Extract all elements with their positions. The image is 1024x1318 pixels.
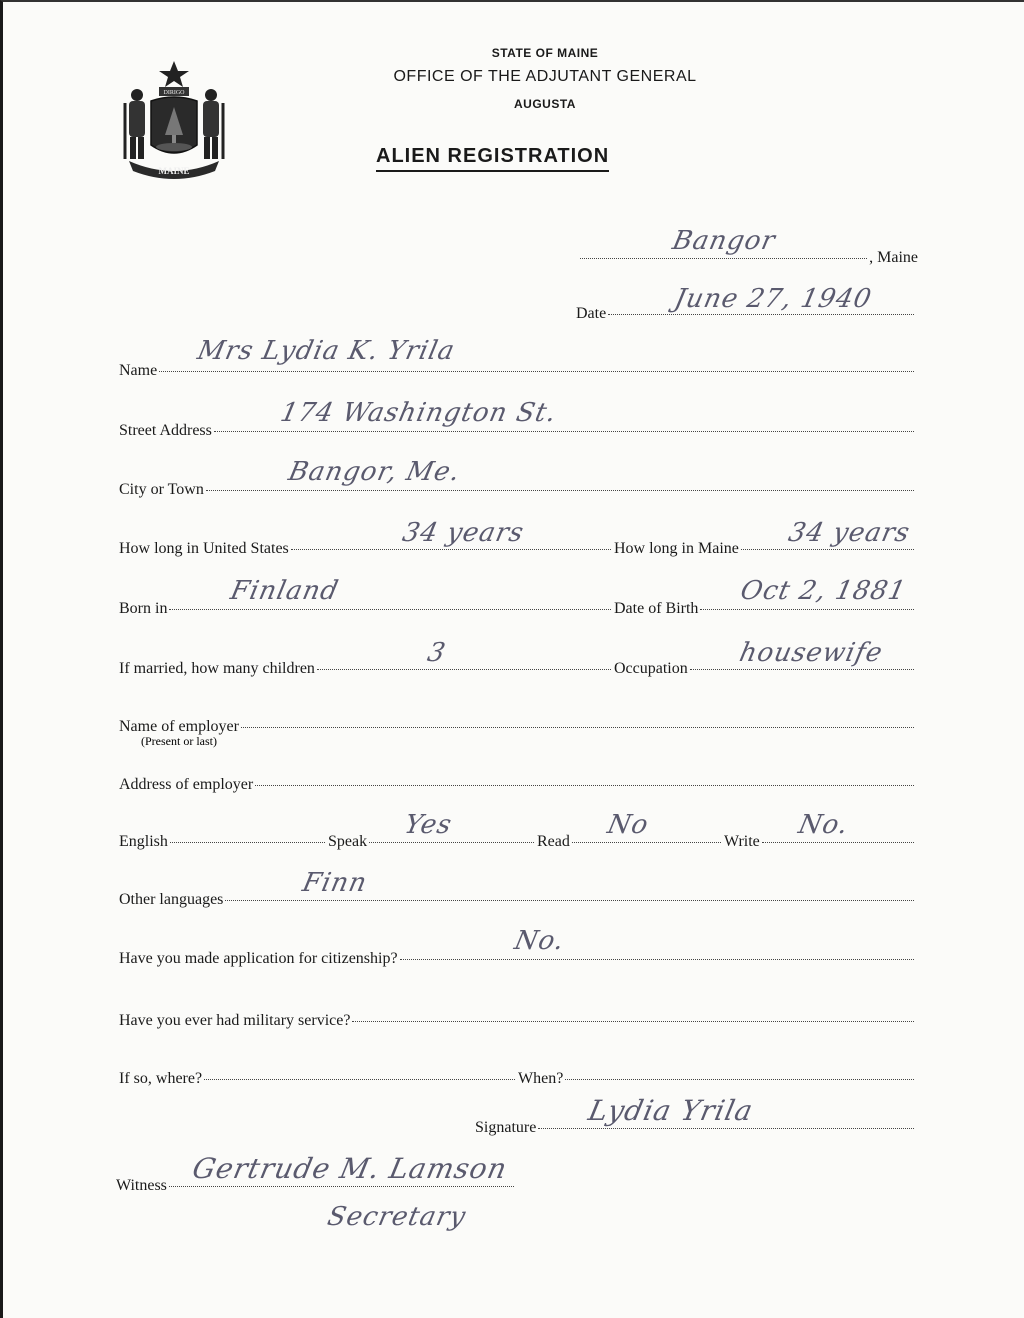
name-label: Name [119,362,158,379]
street-label: Street Address [119,422,212,439]
when-label: When? [518,1070,564,1087]
children-value: 3 [424,638,449,668]
us-years-value: 34 years [399,518,527,548]
form-title: ALIEN REGISTRATION [376,145,609,172]
employer-label: Name of employer [119,718,239,735]
witness-value: Gertrude M. Lamson [189,1152,511,1185]
employer-address-label: Address of employer [119,776,254,793]
english-label: English [119,833,168,850]
read-label: Read [537,833,570,850]
witness-label: Witness [116,1177,167,1194]
occupation-value: housewife [736,638,886,668]
seal-motto-text: DIRIGO [163,90,185,96]
city-heading: AUGUSTA [514,97,576,111]
speak-value: Yes [401,810,455,840]
city-value: Bangor, Me. [285,457,464,487]
born-value: Finland [227,576,342,606]
employer-row [119,718,916,736]
us-years-label: How long in United States [119,540,289,557]
other-languages-row [119,891,916,909]
witness-title-value: Secretary [324,1202,469,1232]
citizenship-label: Have you made application for citizenship? [119,950,398,967]
occupation-label: Occupation [614,660,688,677]
signature-value: Lydia Yrila [585,1094,757,1127]
born-label: Born in [119,600,168,617]
military-row [119,1012,916,1030]
employer-sublabel: (Present or last) [141,734,217,748]
dob-value: Oct 2, 1881 [737,576,910,606]
when-row [518,1070,916,1088]
employer-address-row [119,776,916,794]
military-label: Have you ever had military service? [119,1012,351,1029]
seal-banner-text: MAINE [158,166,190,176]
where-label: If so, where? [119,1070,203,1087]
where-row [119,1070,517,1088]
speak-label: Speak [328,833,368,850]
city-label: City or Town [119,481,204,498]
write-value: No. [795,810,852,840]
other-languages-label: Other languages [119,891,224,908]
place-value: Bangor [669,226,779,256]
children-label: If married, how many children [119,660,315,677]
write-label: Write [724,833,760,850]
city-row [119,481,916,499]
children-row [119,660,613,678]
dob-label: Date of Birth [614,600,699,617]
street-value: 174 Washington St. [277,398,560,428]
state-heading: STATE OF MAINE [491,46,599,60]
date-value: June 27, 1940 [671,284,875,314]
born-row [119,600,613,618]
maine-years-label: How long in Maine [614,540,739,557]
office-heading: OFFICE OF THE ADJUTANT GENERAL [393,68,697,85]
read-value: No [604,810,652,840]
signature-label: Signature [475,1119,537,1136]
place-suffix-label: , Maine [869,249,918,266]
english-row [119,833,327,851]
citizenship-value: No. [511,926,568,956]
name-value: Mrs Lydia K. Yrila [194,336,458,366]
us-years-row [119,540,613,558]
maine-years-value: 34 years [785,518,913,548]
other-languages-value: Finn [299,868,371,898]
date-label: Date [576,305,607,322]
